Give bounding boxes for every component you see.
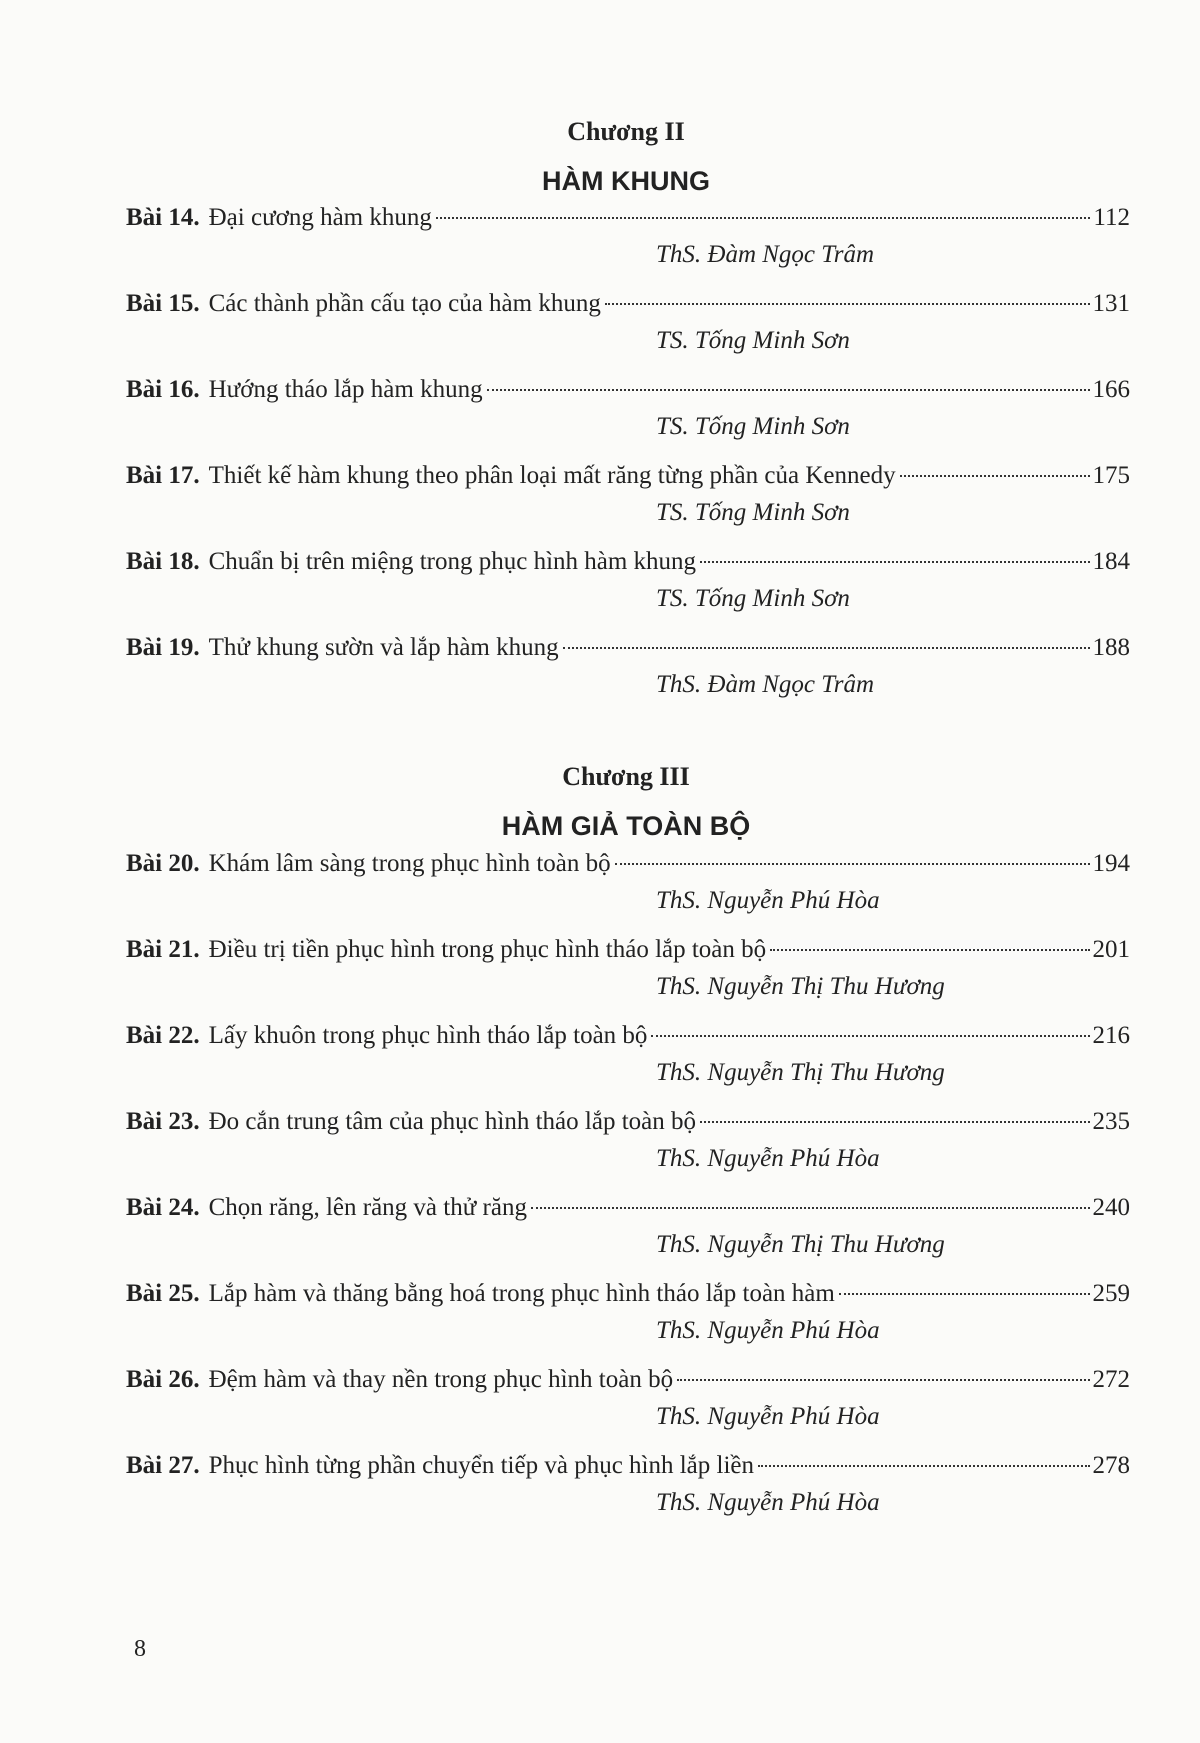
toc-entry[interactable] <box>126 284 1130 358</box>
chapter-heading <box>0 115 1200 201</box>
toc-entry-line <box>126 370 1130 410</box>
toc-entry[interactable] <box>126 198 1130 272</box>
toc-entry-line <box>126 1016 1130 1056</box>
page-reference: 259 <box>1092 1280 1130 1307</box>
page-reference: 175 <box>1092 462 1130 489</box>
chapter-title: HÀM KHUNG <box>542 166 710 196</box>
toc-entry-line <box>126 930 1130 970</box>
lesson-author: ThS. Nguyễn Phú Hòa <box>656 1145 880 1172</box>
lesson-number: Bài 21. <box>126 936 200 963</box>
lesson-author: ThS. Nguyễn Thị Thu Hương <box>656 973 945 1000</box>
lesson-author: ThS. Nguyễn Thị Thu Hương <box>656 1231 945 1258</box>
page-reference: 184 <box>1092 548 1130 575</box>
toc-entry-line <box>126 844 1130 884</box>
lesson-title: Thiết kế hàm khung theo phân loại mất răng từng phần của Kennedy <box>208 462 896 489</box>
lesson-title: Chọn răng, lên răng và thử răng <box>208 1194 527 1221</box>
toc-entry[interactable] <box>126 456 1130 530</box>
toc-entry-line <box>126 1360 1130 1400</box>
lesson-author: TS. Tống Minh Sơn <box>656 327 850 354</box>
toc-entry[interactable] <box>126 628 1130 702</box>
lesson-title: Lắp hàm và thăng bằng hoá trong phục hình tháo lắp toàn hàm <box>208 1280 835 1307</box>
lesson-author: ThS. Nguyễn Phú Hòa <box>656 1403 880 1430</box>
dot-leader <box>900 475 1090 477</box>
dot-leader <box>700 1121 1090 1123</box>
lesson-number: Bài 15. <box>126 290 200 317</box>
lesson-title: Điều trị tiền phục hình trong phục hình tháo lắp toàn bộ <box>208 936 767 963</box>
toc-entry[interactable] <box>126 1446 1130 1520</box>
page-reference: 166 <box>1092 376 1130 403</box>
toc-entry[interactable] <box>126 1188 1130 1262</box>
lesson-number: Bài 16. <box>126 376 200 403</box>
page-reference: 235 <box>1092 1108 1130 1135</box>
toc-entry-line <box>126 628 1130 668</box>
lesson-title: Các thành phần cấu tạo của hàm khung <box>208 290 601 317</box>
lesson-number: Bài 17. <box>126 462 200 489</box>
lesson-title: Lấy khuôn trong phục hình tháo lắp toàn bộ <box>208 1022 648 1049</box>
chapter-label: Chương III <box>562 762 690 791</box>
toc-entry-line <box>126 456 1130 496</box>
toc-entry[interactable] <box>126 1360 1130 1434</box>
lesson-author: TS. Tống Minh Sơn <box>656 413 850 440</box>
dot-leader <box>487 389 1090 391</box>
lesson-number: Bài 24. <box>126 1194 200 1221</box>
lesson-author: ThS. Nguyễn Thị Thu Hương <box>656 1059 945 1086</box>
toc-entry-line <box>126 542 1130 582</box>
toc-entry-line <box>126 198 1130 238</box>
lesson-author: ThS. Nguyễn Phú Hòa <box>656 1489 880 1516</box>
page-reference: 272 <box>1092 1366 1130 1393</box>
lesson-title: Chuẩn bị trên miệng trong phục hình hàm khung <box>208 548 697 575</box>
lesson-number: Bài 18. <box>126 548 200 575</box>
chapter-heading <box>0 760 1200 846</box>
chapter-label: Chương II <box>567 117 685 146</box>
lesson-title: Hướng tháo lắp hàm khung <box>208 376 483 403</box>
lesson-title: Đại cương hàm khung <box>208 204 432 231</box>
toc-entry-line <box>126 1446 1130 1486</box>
dot-leader <box>605 303 1090 305</box>
page-reference: 216 <box>1092 1022 1130 1049</box>
lesson-title: Khám lâm sàng trong phục hình toàn bộ <box>208 850 611 877</box>
dot-leader <box>563 647 1090 649</box>
lesson-author: TS. Tống Minh Sơn <box>656 499 850 526</box>
dot-leader <box>615 863 1090 865</box>
lesson-title: Phục hình từng phần chuyển tiếp và phục hình lắp liền <box>208 1452 755 1479</box>
lesson-author: ThS. Đàm Ngọc Trâm <box>656 671 875 698</box>
toc-entry[interactable] <box>126 542 1130 616</box>
toc-entry[interactable] <box>126 370 1130 444</box>
dot-leader <box>436 217 1091 219</box>
lesson-number: Bài 23. <box>126 1108 200 1135</box>
dot-leader <box>677 1379 1089 1381</box>
toc-entry[interactable] <box>126 930 1130 1004</box>
lesson-title: Đo cắn trung tâm của phục hình tháo lắp toàn bộ <box>208 1108 696 1135</box>
page-reference: 278 <box>1092 1452 1130 1479</box>
lesson-author: ThS. Nguyễn Phú Hòa <box>656 887 880 914</box>
lesson-title: Đệm hàm và thay nền trong phục hình toàn bộ <box>208 1366 674 1393</box>
dot-leader <box>758 1465 1089 1467</box>
page-number: 8 <box>134 1636 146 1662</box>
toc-entry[interactable] <box>126 844 1130 918</box>
lesson-author: ThS. Nguyễn Phú Hòa <box>656 1317 880 1344</box>
toc-entry-line <box>126 1188 1130 1228</box>
lesson-number: Bài 25. <box>126 1280 200 1307</box>
toc-entry-line <box>126 1274 1130 1314</box>
dot-leader <box>700 561 1089 563</box>
lesson-number: Bài 22. <box>126 1022 200 1049</box>
lesson-number: Bài 20. <box>126 850 200 877</box>
toc-entry-line <box>126 284 1130 324</box>
page-reference: 240 <box>1092 1194 1130 1221</box>
dot-leader <box>651 1035 1089 1037</box>
toc-entry-line <box>126 1102 1130 1142</box>
toc-entry[interactable] <box>126 1102 1130 1176</box>
toc-entry[interactable] <box>126 1016 1130 1090</box>
toc-entry[interactable] <box>126 1274 1130 1348</box>
dot-leader <box>770 949 1089 951</box>
lesson-number: Bài 27. <box>126 1452 200 1479</box>
lesson-number: Bài 26. <box>126 1366 200 1393</box>
page-reference: 188 <box>1092 634 1130 661</box>
lesson-number: Bài 14. <box>126 204 200 231</box>
page-reference: 112 <box>1093 204 1130 231</box>
lesson-number: Bài 19. <box>126 634 200 661</box>
page-reference: 131 <box>1092 290 1130 317</box>
dot-leader <box>531 1207 1090 1209</box>
lesson-author: TS. Tống Minh Sơn <box>656 585 850 612</box>
page-reference: 194 <box>1092 850 1130 877</box>
chapter-title: HÀM GIẢ TOÀN BỘ <box>501 811 751 841</box>
lesson-author: ThS. Đàm Ngọc Trâm <box>656 241 875 268</box>
page-reference: 201 <box>1092 936 1130 963</box>
dot-leader <box>839 1293 1090 1295</box>
lesson-title: Thử khung sườn và lắp hàm khung <box>208 634 559 661</box>
